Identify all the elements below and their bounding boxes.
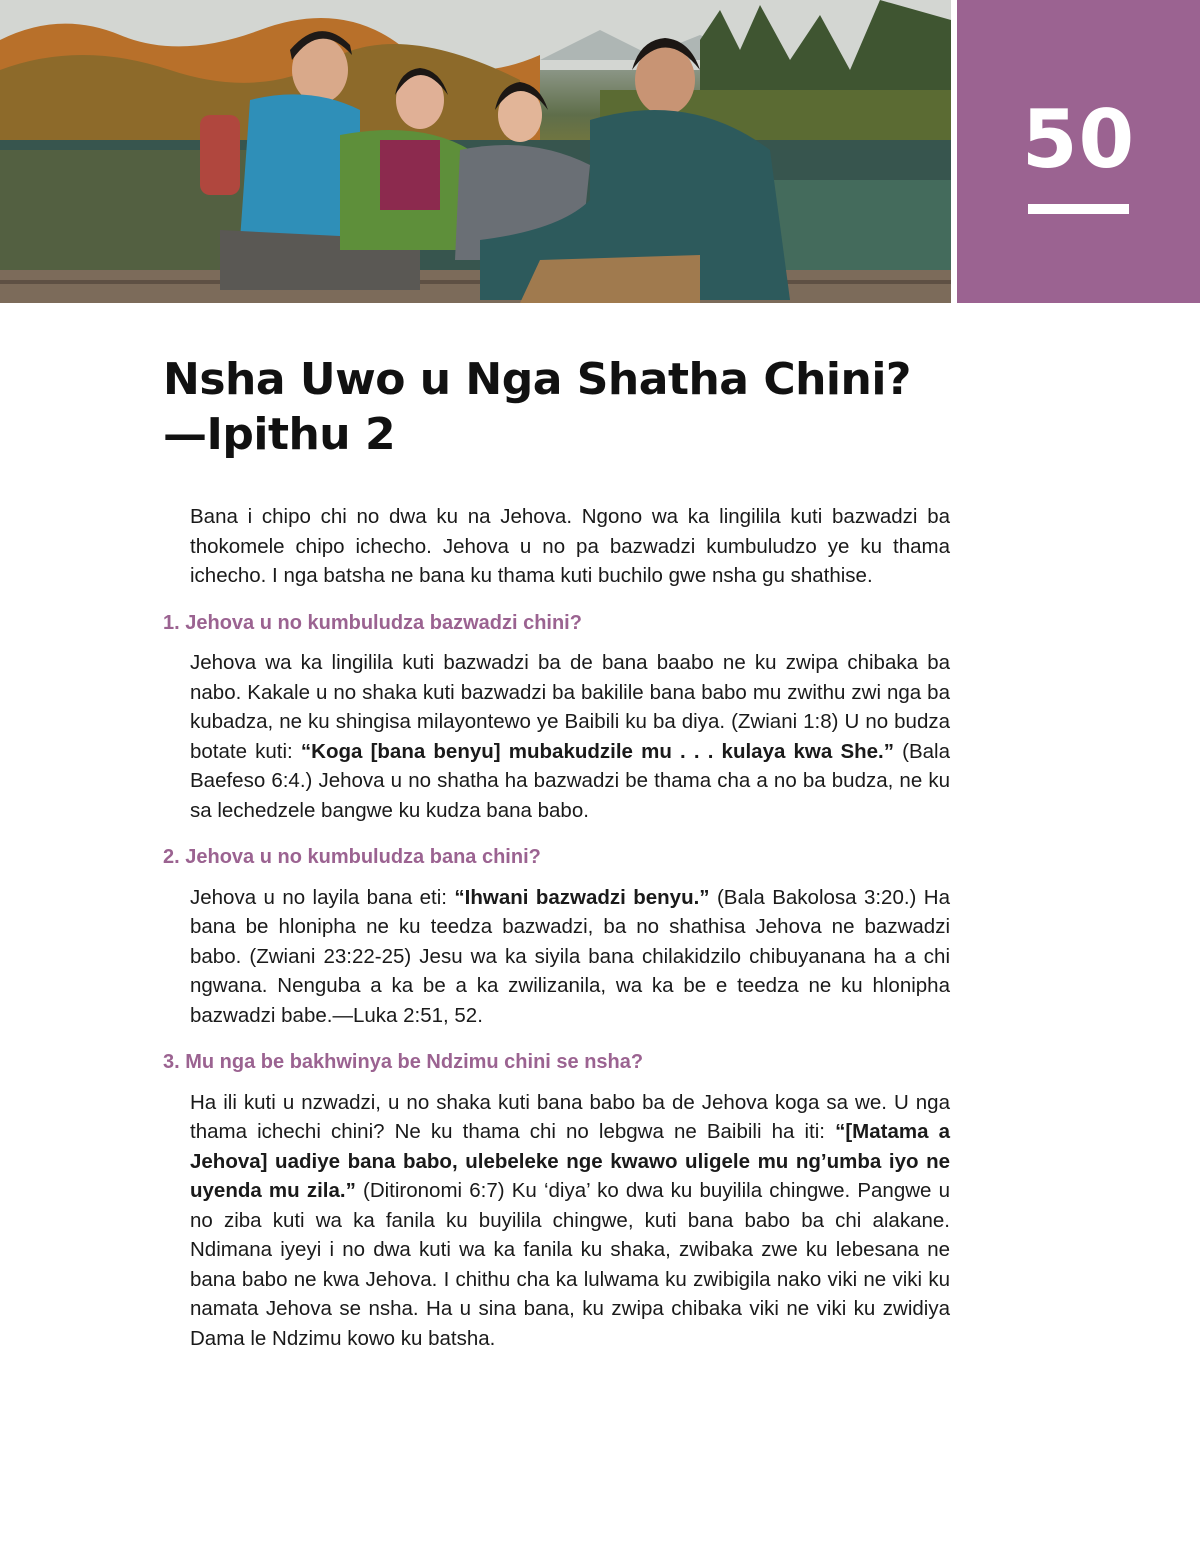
answer-1-quote: “Koga [bana benyu] mubakudzile mu . . . kulaya kwa She.” — [300, 739, 894, 763]
hero-photo — [0, 0, 951, 303]
number-underline — [1028, 204, 1129, 214]
answer-3-text-b: (Ditironomi 6:7) Ku ‘diya’ ko dwa ku buyilila chingwe. Pangwe u no ziba kuti wa ka fanila ku buyilila chingwe, kuti bana babo ba chi alakane. Ndimana iyeyi i no dwa kuti wa ka fanila ku shaka, zwibaka zwe ku lebesana ne bana babo ne kwa Jehova. I chithu cha ka lulwama ku zwibigila nako viki ne viki ku namata Jehova se nsha. Ha u sina bana, ku zwipa chibaka viki ne viki ku zwidiya Dama le Ndzimu kowo ku batsha. — [190, 1179, 950, 1350]
question-2 — [163, 843, 963, 873]
answer-1-text-b: (Bala Baefeso 6:4.) Jehova u no shatha ha bazwadzi be thama cha a no ba budza, ne ku sa lechedzele bangwe ku kudza bana babo. — [190, 739, 950, 822]
title-line-2: —Ipithu 2 — [163, 409, 396, 460]
question-3 — [163, 1048, 963, 1078]
question-1 — [163, 609, 963, 639]
answer-3-paragraph — [190, 1088, 950, 1354]
answer-2-text-a: Jehova u no layila bana eti: — [190, 885, 455, 909]
answer-1-text-a: Jehova wa ka lingilila kuti bazwadzi ba de bana baabo ne ku zwipa chibaka ba nabo. Kakale u no shaka kuti bazwadzi ba bakilile bana babo mu zwithu zwi nga ba kubadza, ne ku shingisa milayontewo ye Baibili ku ba diya. (Zwiani 1:8) U no budza botate kuti: — [190, 651, 950, 763]
question-1-number: 1. — [163, 611, 180, 634]
answer-3-text-a: Ha ili kuti u nzwadzi, u no shaka kuti bana babo ba de Jehova koga sa we. U nga thama ichechi chini? Ne ku thama chi no lebgwa ne Baibili ha iti: — [190, 1090, 950, 1143]
page-title — [163, 352, 963, 462]
question-2-text: Jehova u no kumbuludza bana chini? — [185, 846, 541, 868]
question-3-text: Mu nga be bakhwinya be Ndzimu chini se nsha? — [185, 1051, 644, 1073]
question-3-number: 3. — [163, 1051, 180, 1073]
family-photo-illustration — [0, 0, 951, 303]
answer-3-quote: “[Matama a Jehova] uadiye bana babo, ulebeleke nge kwawo uligele mu ng’umba iyo ne uyenda mu zila.” — [190, 1120, 950, 1202]
answer-2-text-b: (Bala Bakolosa 3:20.) Ha bana be hlonipha ne ku teedza bazwadzi, ba no shathisa Jehova ne bazwadzi babo. (Zwiani 23:22-25) Jesu wa ka siyila bana chilakidzilo chibuyanana ha a chi ngwana. Nenguba a ka be a ka zwilizanila, wa ka be e teedza ne ku hlonipha bazwadzi babe.—Luka 2:51, 52. — [190, 885, 950, 1027]
title-line-1: Nsha Uwo u Nga Shatha Chini? — [163, 354, 911, 405]
answer-1-paragraph — [190, 648, 950, 825]
answer-2-paragraph — [190, 883, 950, 1031]
answer-2-quote: “Ihwani bazwadzi benyu.” — [454, 885, 710, 909]
lesson-badge — [957, 0, 1200, 303]
lesson-number: 50 — [1021, 93, 1136, 186]
lesson-content — [163, 502, 963, 1353]
question-1-text: Jehova u no kumbuludza bazwadzi chini? — [185, 611, 582, 634]
question-2-number: 2. — [163, 846, 180, 868]
intro-paragraph: Bana i chipo chi no dwa ku na Jehova. Ngono wa ka lingilila kuti bazwadzi ba thokomele chipo ichecho. Jehova u no pa bazwadzi kumbuludzo ye ku thama ichecho. I nga batsha ne bana ku thama kuti buchilo gwe nsha gu shathise. — [190, 505, 950, 587]
